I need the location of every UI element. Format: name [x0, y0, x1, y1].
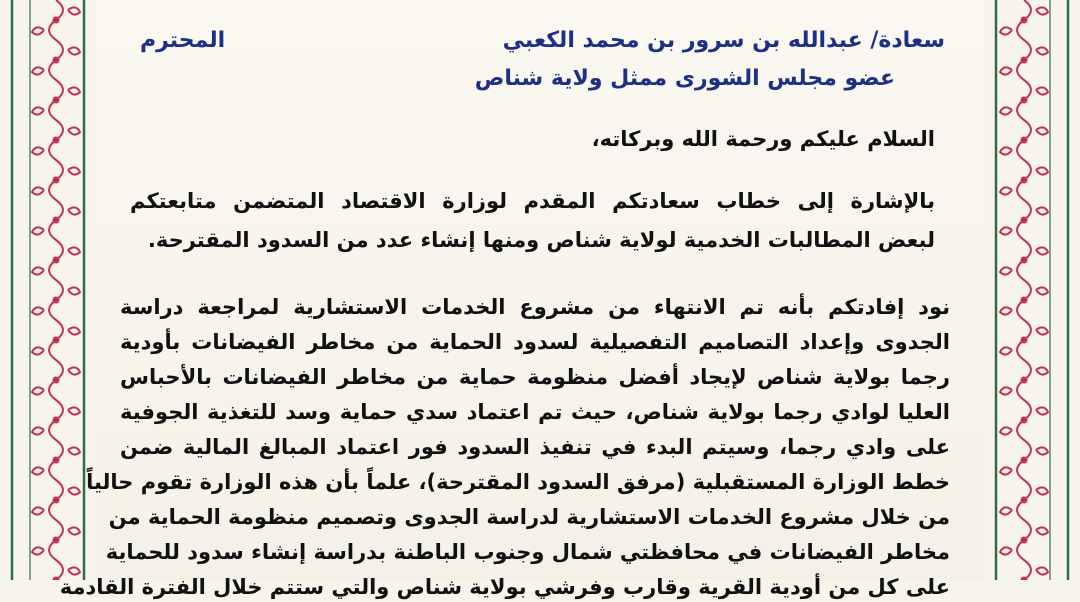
vine-bud [1022, 18, 1027, 23]
vine-bud [54, 218, 59, 223]
honorific: المحترم [140, 28, 226, 53]
letter-body [59, 0, 950, 599]
vine-bud [1022, 458, 1027, 463]
recipient-name: سعادة/ عبدالله بن سرور بن محمد الكعبي [502, 28, 945, 53]
vine-bud [54, 178, 59, 183]
vine-bud [1022, 258, 1027, 263]
paragraph2-line-8: مخاطر الفيضانات في محافظتي شمال وجنوب الباطنة بدراسة إنشاء سدود للحماية [105, 540, 950, 564]
vine-bud [1022, 138, 1027, 143]
paragraph2-line-6: خطط الوزارة المستقبلية (مرفق السدود المقترحة)، علماً بأن هذه الوزارة تقوم حالياً [86, 470, 950, 494]
recipient-title: عضو مجلس الشورى ممثل ولاية شناص [474, 66, 895, 91]
vine-bud [1022, 498, 1027, 503]
vine-bud [54, 338, 59, 343]
vine-bud [54, 458, 59, 463]
vine-bud [1022, 58, 1027, 63]
vine-bud [1022, 298, 1027, 303]
paragraph1-line-2: لبعض المطالبات الخدمية لولاية شناص ومنها إنشاء عدد من السدود المقترحة. [147, 228, 935, 252]
vine-bud [54, 538, 59, 543]
paragraph2-line-9: على كل من أودية القرية وقارب وفرشي بولاية شناص والتي ستتم خلال الفترة القادمة [59, 575, 950, 599]
vine-bud [54, 498, 59, 503]
vine-bud [1022, 338, 1027, 343]
vine-bud [1022, 538, 1027, 543]
paragraph1-line-1: بالإشارة إلى خطاب سعادتكم المقدم لوزارة الاقتصاد المتضمن متابعتكم [130, 189, 935, 213]
vine-bud [54, 138, 59, 143]
left-border-art [0, 0, 96, 580]
vine-bud [1022, 178, 1027, 183]
paragraph2-line-7: من خلال مشروع الخدمات الاستشارية لدراسة الجدوى وتصميم منظومة الحماية من [108, 505, 950, 529]
greeting: السلام عليكم ورحمة الله وبركاته، [591, 127, 935, 151]
vine-bud [54, 98, 59, 103]
vine-bud [54, 258, 59, 263]
vine-bud [54, 418, 59, 423]
vine-bud [54, 378, 59, 383]
paragraph2-line-5: على وادي رجما، وسيتم البدء في تنفيذ السدود فور اعتماد المبالغ المالية ضمن [120, 435, 950, 459]
vine-bud [1022, 98, 1027, 103]
vine-bud [54, 298, 59, 303]
right-ornamental-border [984, 0, 1080, 580]
paragraph2-line-3: رجما بولاية شناص لإيجاد أفضل منظومة حماية من مخاطر الفيضانات بالأحباس [120, 365, 950, 389]
vine-bud [54, 18, 59, 23]
paragraph2-line-2: الجدوى وإعداد التصاميم التفصيلية لسدود الحماية من مخاطر الفيضانات بأودية [120, 330, 950, 354]
vine-bud [1022, 218, 1027, 223]
paragraph2-line-4: العليا لوادي رجما بولاية شناص، حيث تم اعتماد سدي حماية وسد للتغذية الجوفية [120, 400, 950, 424]
right-border-art [984, 0, 1080, 580]
vine-bud [1022, 378, 1027, 383]
vine-bud [54, 58, 59, 63]
left-ornamental-border [0, 0, 96, 580]
vine-bud [1022, 418, 1027, 423]
paragraph2-line-1: نود إفادتكم بأنه تم الانتهاء من مشروع الخدمات الاستشارية لمراجعة دراسة [120, 295, 950, 319]
